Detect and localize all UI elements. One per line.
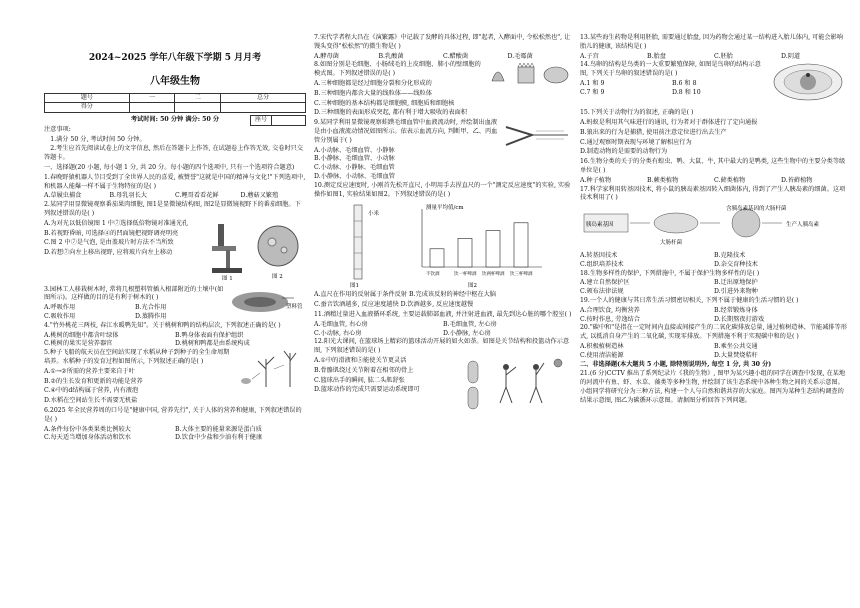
option-d: D.阴道 xyxy=(781,52,801,60)
q9-options xyxy=(314,147,498,182)
chart-title: 测量平均值/cm xyxy=(426,205,464,212)
option-b: B.光合作用 xyxy=(135,304,167,312)
option-d: D.杂交育种技术 xyxy=(714,260,758,268)
exam-title: 2024~2025 学年八年级下学期 5 月月考 xyxy=(88,53,262,63)
table-cell: 二 xyxy=(175,93,221,103)
three-cells-diagram xyxy=(488,61,572,87)
question-8: 8.如图分别是毛细胞、小肠绒毛的上皮细胞、肺小的壁细胞的模式图。下列叙述错误的是( ) xyxy=(314,61,481,78)
q12-option-c: C.篮球出手的瞬间, 肱二头肌舒张 xyxy=(314,376,405,384)
q16-options xyxy=(580,177,848,186)
subject-title: 八年级生物 xyxy=(150,75,200,87)
question-2: 2.某同学用显微镜观察番茄果肉细胞, 图1是显微镜结构图, 图2是显微镜视野下的番茄细胞。下列叙述错误的是( ) xyxy=(44,201,301,217)
option-c: C.颁布法律法规 xyxy=(580,288,624,296)
option-d: D.长期熬夜打游戏 xyxy=(714,315,765,323)
option-c: C.每天适当增加身体活动和饮水 xyxy=(44,434,131,442)
q15-option-c: C.通过观察时期表现与环境了解相应行为 xyxy=(580,138,692,146)
question-6: 6.2025 年全民营养周的口号是"健康中国, 营养先行", 关于人体的营养和健康, 下列叙述错误的是( ) xyxy=(44,406,302,423)
q8-option-b: B.三种细胞内都含大量的线粒体——线粒体 xyxy=(314,89,432,97)
label-gene: 胰岛素基因 xyxy=(586,222,614,229)
q1-options xyxy=(44,192,306,201)
question-19: 19.一个人的健康与其日常生活习惯密切相关, 下列不属于健康的生活习惯的是( ) xyxy=(580,296,799,304)
q3-options xyxy=(44,304,226,322)
option-b: B.克隆技术 xyxy=(714,251,746,259)
option-a: A.毛细血管, 右心房 xyxy=(314,320,368,328)
joint-basketball-diagram xyxy=(462,357,572,413)
option-b: B.大体主要的能量来源是蛋白质 xyxy=(175,425,262,433)
option-a: A.呼吸作用 xyxy=(44,304,76,312)
q15-option-b: B.狼出来的行为是捕猎, 使用前注意定位进行出去生产 xyxy=(580,128,727,136)
column-middle xyxy=(314,34,572,419)
q2-option-b: B.若视野昏暗, 可选择④的凹面镜把视野调亮明亮 xyxy=(44,229,179,237)
option-c: C.小动脉, 右心房 xyxy=(314,329,362,337)
option-c: C.组织培养技术 xyxy=(580,260,624,268)
option-c: C.藓类植物 xyxy=(714,176,746,184)
q5-option-b: B.②的生长发育和更新的功能是营养 xyxy=(44,377,143,385)
question-18: 18.生物多样性的保护, 下列措施中, 不属于保护生物多样性的是( ) xyxy=(580,269,760,277)
option-a: A.转基因技术 xyxy=(580,251,618,259)
q2-option-d: D.若想⑦向左上移出视野, 应将玻片向左上移动 xyxy=(44,249,173,257)
q6-options xyxy=(44,426,306,444)
option-d: D.桃树和鸭都是由系统构成 xyxy=(175,340,250,348)
option-d: D.小静脉、小动脉、毛细血管 xyxy=(314,172,395,180)
option-d: D.蒸腾作用 xyxy=(135,312,167,320)
note-1: 1.满分 50 分, 考试时间 50 分钟。 xyxy=(50,135,146,143)
seat-value[interactable] xyxy=(272,116,306,126)
table-cell: 得分 xyxy=(45,103,130,113)
option-d: D.8 和 10 xyxy=(672,88,701,96)
q14-options xyxy=(580,80,764,98)
q8-option-a: A.三种细胞都是经过细胞分裂和分化形成的 xyxy=(314,79,432,87)
question-15: 15.下列关于动物行为的叙述, 正确的是( ) xyxy=(580,109,694,117)
option-b: B.迁出原地保护 xyxy=(714,279,758,287)
pipe-label: 塑料管 xyxy=(286,303,303,310)
soil-pipe-diagram xyxy=(230,286,306,316)
option-a: A.积极植树造林 xyxy=(580,342,624,350)
q2-option-c: C.图 2 中⑦是气泡, 是由盖玻片时方法不当所致 xyxy=(44,239,174,247)
table-cell xyxy=(221,103,306,113)
transgenic-diagram xyxy=(580,204,840,248)
bird-egg-diagram xyxy=(768,61,848,103)
option-c: C.使用清洁能源 xyxy=(580,351,624,359)
q10-option-cd: C.蚕音饮酒越多, 反应速度越快 D.饮酒越多, 反应速度越慢 xyxy=(314,301,474,309)
table-cell xyxy=(129,103,175,113)
microscope-figure xyxy=(204,220,306,284)
seat-label: 座号 xyxy=(250,116,271,126)
table-row xyxy=(45,103,306,113)
q12-option-a: A.①中的滑液和⑤能使关节更灵活 xyxy=(314,356,407,364)
q11-options xyxy=(314,321,572,339)
q20-options xyxy=(580,343,848,361)
option-a: A.子宫 xyxy=(580,52,599,60)
question-7: 7.宋代学者程大昌在《演繁露》中记载了发酵的具体过程, 即"起者, 入酵面中, 令松松然也", 让馒头变得"松松然"的微生物是( ) xyxy=(314,34,571,50)
table-cell: 题号 xyxy=(45,93,130,103)
chart-bar xyxy=(514,223,528,267)
tree-figure xyxy=(230,286,306,320)
fig2-label: 图 2 xyxy=(272,273,283,280)
question-17: 17.科学家利用转基因技术, 将小鼠的胰岛素基因转入细菌体内, 得到了产生人胰岛素的细菌。这项技术利用了( ) xyxy=(580,185,846,202)
option-a: A.小动脉、毛细血管、小静脉 xyxy=(314,146,395,154)
column-left xyxy=(44,38,306,443)
q10-figures xyxy=(314,201,572,289)
score-table xyxy=(44,93,306,113)
q8-option-c: C.三种细胞的基本结构都是细胞膜, 细胞质和细胞核 xyxy=(314,99,455,107)
question-10: 10.测定反应速度时, 小刚首先松开直尺, 小明用手去捏直尺的一个"测定反应速度"的实验, 实验操作如图1, 实验结果如图2。下列叙述错误的是( ) xyxy=(314,181,571,198)
microscope-diagram xyxy=(204,220,306,280)
option-a: A.合理饮食, 均衡营养 xyxy=(580,306,640,314)
option-a: A.1 和 9 xyxy=(580,79,605,87)
fig1-label: 图 1 xyxy=(222,275,233,280)
chart-tick-label: 饮三杯啤酒 xyxy=(510,272,533,278)
question-4: 4."竹外桃花三两枝, 春江水暖鸭先知"。关于桃树和鸭的结构层次, 下列叙述正确的是( ) xyxy=(44,321,281,329)
q17-options xyxy=(580,252,848,270)
chart-tick-label: 不饮酒 xyxy=(426,272,440,278)
chart-bar xyxy=(458,239,472,268)
table-cell: 总分 xyxy=(221,93,306,103)
section-1-title: 一、选择题(20 小题, 每小题 1 分, 共 20 分。每小题的四个选项中, 只有一个选项符合题意) xyxy=(44,163,295,171)
question-9: 9.某同学利用显微镜观察蛙蹼毛细血管中血液流动时, 并绘制出血液是由小血液流动情况如图所示。依表示血流方向, 判断甲、乙、丙血管分别属于( ) xyxy=(314,119,498,144)
option-d: D.毛霉菌 xyxy=(507,52,533,60)
q2-option-a: A.为对光以低倍镜图 1 中⑦选择低倍物镜对准通光孔 xyxy=(44,219,189,227)
option-b: B.鸭身体表面有保护组织 xyxy=(175,331,244,339)
question-16: 16.生物分类的关于的分类有蝗虫、鸭、大鼠、牛, 其中最大的是鸭类, 这些生物中的主要分类等级单位是( ) xyxy=(580,158,846,174)
option-a: A.种子植物 xyxy=(580,176,612,184)
cells-figure xyxy=(488,61,572,91)
label-bacteria: 大肠杆菌 xyxy=(660,240,683,247)
chart-bar xyxy=(430,249,444,267)
option-a: A.条件每份中各类果类比例较大 xyxy=(44,425,131,433)
fig1-label: 图1 xyxy=(350,283,359,290)
question-20: 20."碳中和"是指在一定时间内直接或间接产生的二氧化碳排放总量, 通过植树造林、节能减排等形式, 以抵消自身产生的二氧化碳, 实现零排放。下列措施不利于实现碳中和的是( ) xyxy=(580,324,847,341)
section-2-title: 二、非选择题(本大题共 5 小题, 除特别说明外, 每空 1 分, 共 30 分) xyxy=(580,360,772,368)
egg-figure xyxy=(768,61,848,107)
question-12: 12.阳光大课间, 在篮球场上精彩的篮球活动开展的如火如荼。如图是关节结构和投篮动作示意图, 下列叙述错误的是( ) xyxy=(314,338,570,355)
label-produce: 生产人胰岛素 xyxy=(786,222,820,229)
option-b: B.母乳羽长大 xyxy=(109,192,147,200)
option-d: D.蘑菇又繁殖 xyxy=(240,192,279,200)
option-a: A.草履虫捕食 xyxy=(44,192,82,200)
q15-option-d: D.制造动物的是需要的动物行为 xyxy=(580,148,668,156)
q12-option-b: B.骨骼肌绕过关节附着在相邻的骨上 xyxy=(314,366,414,374)
q12-option-d: D.篮球动作的完成只需要运动系统即可 xyxy=(314,386,420,394)
question-1: 1.春晚野猿机器人节目受到了全世界人民的喜爱, 被赞誉"这就是中国的精神与文化!"下列选项中, 和机器人能爆一样不属于生物特征的是( ) xyxy=(44,173,306,190)
option-c: C.7 和 9 xyxy=(580,88,605,96)
reaction-chart xyxy=(406,201,546,289)
vessel-figure xyxy=(502,119,572,157)
time-info: 考试时间: 50 分钟 满分: 50 分 xyxy=(130,115,220,123)
q19-options xyxy=(580,307,848,325)
option-b: B.毛细血管, 左心房 xyxy=(443,320,497,328)
chart-bar xyxy=(486,231,500,267)
option-c: C.鲤哥看看花鲜 xyxy=(175,192,219,200)
option-b: B.乘坐公共交通 xyxy=(714,342,758,350)
option-b: B.乳酸菌 xyxy=(378,52,404,60)
rice-growth-diagram xyxy=(236,349,306,391)
option-a: A.酵母菌 xyxy=(314,52,339,60)
option-b: B.经常锻炼身体 xyxy=(714,306,758,314)
table-cell xyxy=(175,103,221,113)
chart-tick-label: 饮一杯啤酒 xyxy=(454,272,477,278)
option-d: D.大量焚烧秸秆 xyxy=(714,351,758,359)
option-a: A.桃树的细胞中都含叶绿体 xyxy=(44,331,119,339)
option-b: B.胎盘 xyxy=(647,52,666,60)
q5-option-c: C.④中的d结构属于营养, 内有液泡 xyxy=(44,387,139,395)
question-11: 11.酒精过量进入血液循环系统, 主要运载肺部血液, 并注射进血液, 最先到达心脏的哪个腔室( ) xyxy=(314,310,572,318)
q18-options xyxy=(580,279,848,297)
notes-title: 注意事项: xyxy=(44,125,71,133)
ruler-diagram xyxy=(314,201,398,289)
question-14: 14.鸟卵的结构是鸟类的一大重要繁殖保障, 如图是鸟卵的结构示意图, 下列关于鸟卵的叙述错误的是( ) xyxy=(580,61,761,78)
joint-figure xyxy=(462,357,572,417)
question-21: 21.(6 分)CCTV 推出了系列纪录片《我的生物》, 图甲为某兴趣小组的同学在调查中发现, 在某地的河流中有鱼、虾、水草、藻类等多种生物, 并绘制了该生态系统中各种生物之间的关系示意图。小组同学将研究分为三种方法, 构建一个人与自然和谐共存的大家庭。图丙为某种生态结构调查的结果示意图, 图乙为碳循环示意图。请据图分析回答下列问题。 xyxy=(580,370,846,404)
rice-figure xyxy=(236,349,306,395)
table-row xyxy=(45,93,306,103)
option-a: A.建立自然保护区 xyxy=(580,279,630,287)
option-d: D.引进外来物种 xyxy=(714,288,758,296)
option-c: C.桃树的果实是营养器官 xyxy=(44,340,113,348)
q15-option-a: A.蚂蚁是利用其气味进行的通讯, 行为者对于群体进行了定向通报 xyxy=(580,118,758,126)
option-d: D.苔藓植物 xyxy=(781,176,813,184)
q10-option-ab: A.直尺在作用的反射属于条件反射 B.完成该反射的神经中枢在大脑 xyxy=(314,291,496,299)
option-c: C.按时作息, 劳逸结合 xyxy=(580,315,640,323)
ruler-label: 小米 xyxy=(368,211,380,218)
question-3: 3.园林工人移栽树木时, 常将几根塑料管插入根部附近的土壤中(如图所示)。这样做的目的是有利于树木的( ) xyxy=(44,285,224,302)
column-right xyxy=(580,34,848,407)
question-13: 13.某些海生药物是利用胚胎, 需要通过胎盘, 因为药物会通过某一结构进入胎儿体内, 可能会影响胎儿的健康, 该结构是( ) xyxy=(580,34,843,50)
option-d: D.饮食中少盐和少油有利于健康 xyxy=(175,434,263,442)
table-cell: 一 xyxy=(129,93,175,103)
option-b: B.6 和 8 xyxy=(672,79,697,87)
q4-options xyxy=(44,332,306,350)
note-2: 2.考生应首先阅读试卷上的文字信息, 然后在答题卡上作答, 在试题卷上作答无效, 交卷时只交答题卡。 xyxy=(44,145,304,162)
question-5: 5.种子飞船的航天员在空间站实现了水稻从种子到种子的全生命周期培养。水稻种子的发育过程如图所示, 下列叙述正确的是( ) xyxy=(44,349,230,365)
option-c: C.吸收作用 xyxy=(44,312,76,320)
option-b: B.小静脉、毛细血管、小动脉 xyxy=(314,155,395,163)
option-d: D.小静脉, 左心房 xyxy=(443,329,491,337)
option-c: C.醋酸菌 xyxy=(443,52,469,60)
label-modified: 含胰岛素基因的大肠杆菌 xyxy=(726,206,787,213)
q5-option-d: D.水稻在空间站生长不需要无机盐 xyxy=(44,397,138,405)
chart-tick-label: 饮两杯啤酒 xyxy=(482,272,505,278)
fig2-label: 图2 xyxy=(468,283,477,290)
q5-option-a: A.①→②所需的营养主要来自于叶 xyxy=(44,367,135,375)
seat-box xyxy=(250,115,306,126)
option-c: C.胚胎 xyxy=(714,52,733,60)
q8-option-d: D.三种细胞的表面形成突起, 都有利于增大吸收的表面积 xyxy=(314,109,467,117)
option-c: C.小动脉、小静脉、毛细血管 xyxy=(314,164,395,172)
blood-vessel-diagram xyxy=(502,119,572,153)
option-b: B.蕨类植物 xyxy=(647,176,679,184)
